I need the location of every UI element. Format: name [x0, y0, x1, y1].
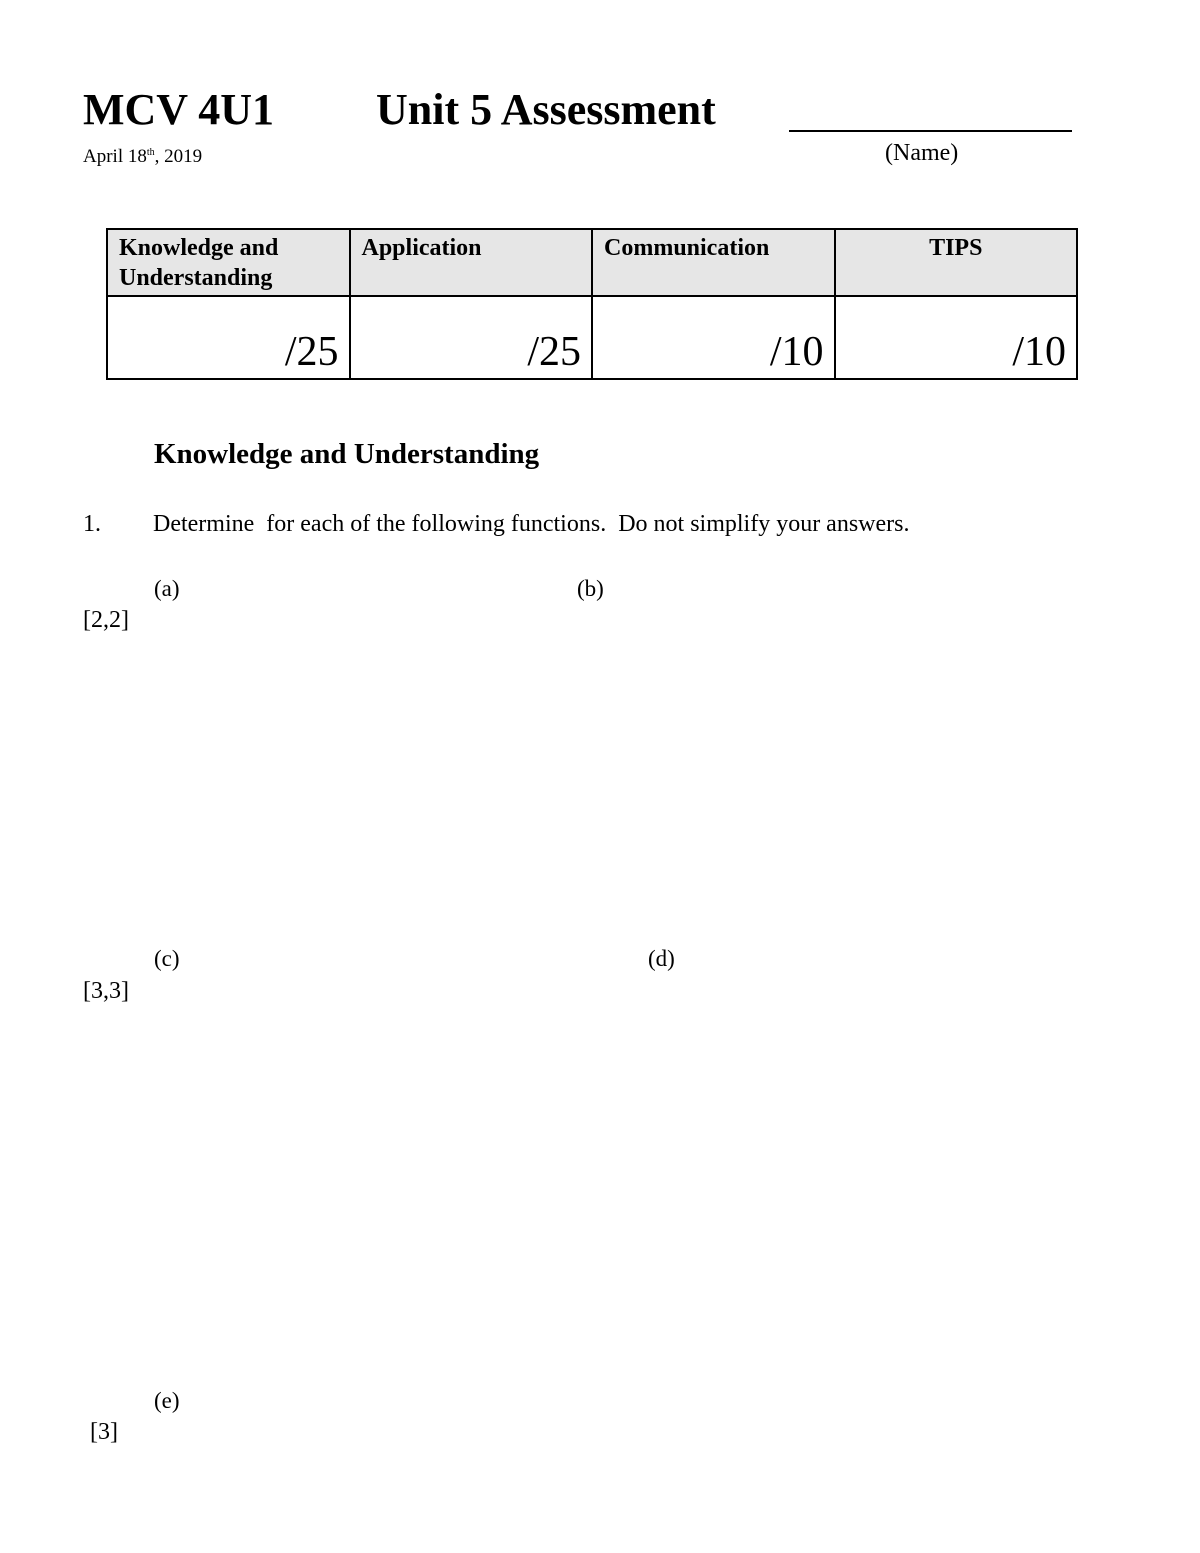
- course-code: MCV 4U1: [83, 85, 275, 134]
- score-knowledge: /25: [107, 296, 350, 379]
- score-tips: /10: [835, 296, 1078, 379]
- name-blank-line: [789, 130, 1072, 132]
- name-label: (Name): [885, 140, 959, 166]
- marks-tag-cd: [3,3]: [83, 978, 129, 1004]
- part-c-label: (c): [154, 946, 180, 971]
- assessment-date: [83, 142, 202, 168]
- date-ordinal: th: [146, 147, 155, 158]
- marks-header-knowledge: Knowledge and Understanding: [107, 229, 350, 296]
- section-heading: Knowledge and Understanding: [154, 438, 540, 470]
- marks-table-score-row: [107, 296, 1077, 379]
- marks-table-header-row: [107, 229, 1077, 296]
- part-a-label: (a): [154, 576, 180, 601]
- score-application: /25: [350, 296, 593, 379]
- part-d-label: (d): [648, 946, 675, 971]
- question-text: Determine for each of the following functions. Do not simplify your answers.: [153, 511, 910, 537]
- marks-header-tips: TIPS: [835, 229, 1078, 296]
- assessment-title: Unit 5 Assessment: [376, 85, 716, 134]
- marks-header-communication: Communication: [592, 229, 835, 296]
- part-b-label: (b): [577, 576, 604, 601]
- marks-tag-ab: [2,2]: [83, 607, 129, 633]
- marks-header-application: Application: [350, 229, 593, 296]
- score-communication: /10: [592, 296, 835, 379]
- question-number: 1.: [83, 511, 101, 537]
- part-e-label: (e): [154, 1388, 180, 1413]
- date-prefix: April 18: [83, 146, 147, 167]
- marks-tag-e: [3]: [90, 1419, 118, 1445]
- marks-table: [106, 228, 1078, 380]
- date-suffix: , 2019: [154, 146, 203, 167]
